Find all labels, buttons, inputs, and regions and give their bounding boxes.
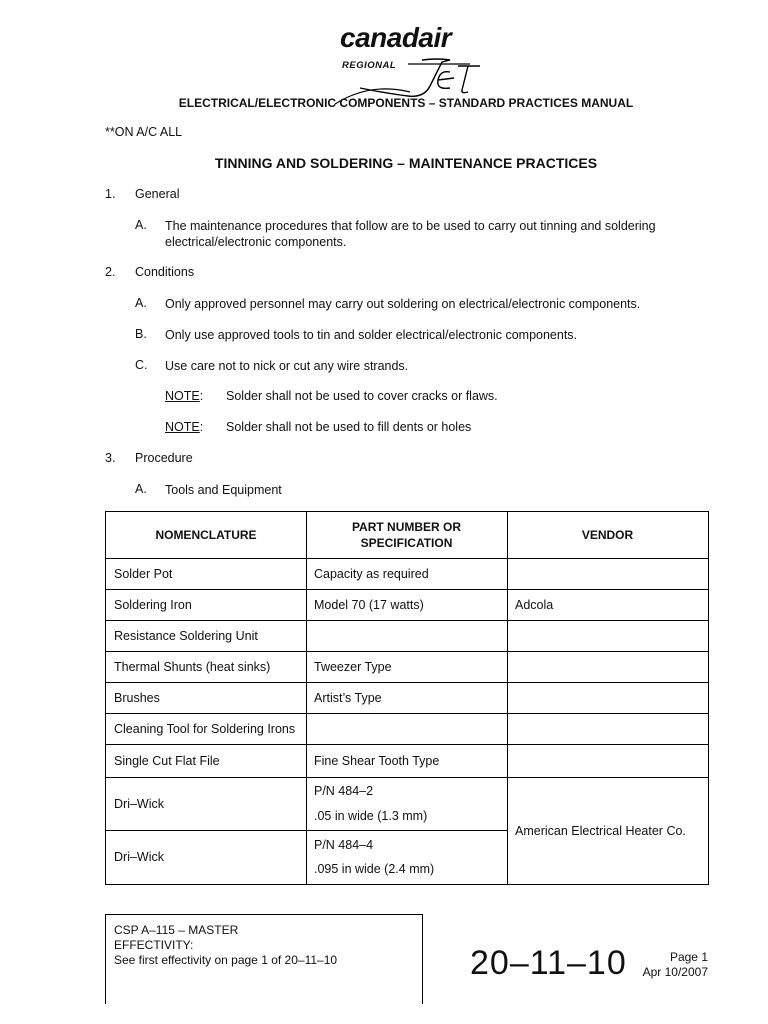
page-number: Page 1: [669, 950, 708, 964]
note-2-label: NOTE:: [165, 420, 204, 434]
manual-title: ELECTRICAL/ELECTRONIC COMPONENTS – STANDARD PRACTICES MANUAL: [178, 96, 634, 110]
table-cell-part-number: P/N 484–2: [314, 784, 374, 798]
section-2c-text: Use care not to nick or cut any wire strands.: [165, 359, 409, 373]
logo-regional-text: REGIONAL: [342, 60, 397, 71]
table-cell-vendor: [507, 682, 708, 713]
table-cell-vendor-merged: American Electrical Heater Co.: [515, 823, 686, 838]
table-cell-vendor: Adcola: [515, 597, 554, 612]
section-2a-text: Only approved personnel may carry out soldering on electrical/electronic components.: [165, 297, 641, 311]
canadair-regional-jet-logo: [330, 20, 480, 86]
section-3-number: 3.: [105, 451, 116, 465]
table-cell-part: Tweezer Type: [314, 659, 392, 674]
logo-brand-text: canadair: [340, 22, 452, 53]
table-cell-nomenclature: Single Cut Flat File: [114, 753, 220, 768]
table-cell-nomenclature: Soldering Iron: [114, 597, 192, 612]
chapter-section-code: 20–11–10: [470, 944, 627, 982]
footer-effectivity-text: See first effectivity on page 1 of 20–11–10: [114, 953, 338, 967]
table-cell-part: Fine Shear Tooth Type: [314, 753, 440, 768]
section-2a-letter: A.: [135, 296, 147, 310]
aircraft-effectivity: **ON A/C ALL: [105, 125, 183, 139]
section-2c-letter: C.: [135, 358, 148, 372]
table-cell-part-number: P/N 484–4: [314, 838, 374, 852]
table-cell-nomenclature: Brushes: [114, 690, 160, 705]
section-3a-letter: A.: [135, 482, 147, 496]
table-cell-part: Artist’s Type: [314, 690, 382, 705]
section-title: TINNING AND SOLDERING – MAINTENANCE PRACTICES: [214, 155, 598, 171]
section-1a-letter: A.: [135, 218, 147, 232]
header-nomenclature: NOMENCLATURE: [155, 528, 257, 542]
footer-csp-line: CSP A–115 – MASTER: [114, 923, 239, 937]
table-cell-part: [306, 713, 507, 744]
header-part-number: PART NUMBER OR SPECIFICATION: [351, 520, 462, 550]
table-cell-nomenclature: Cleaning Tool for Soldering Irons: [114, 721, 296, 736]
table-cell-part-size: .05 in wide (1.3 mm): [314, 809, 428, 823]
table-cell-part-size: .095 in wide (2.4 mm): [314, 862, 435, 876]
table-cell-part: Capacity as required: [314, 566, 429, 581]
table-cell-vendor: [507, 620, 708, 651]
table-cell-vendor: [507, 651, 708, 682]
section-2b-letter: B.: [135, 327, 147, 341]
section-2-title: Conditions: [135, 265, 195, 279]
section-1-title: General: [135, 187, 180, 201]
note-2-text: Solder shall not be used to fill dents or holes: [226, 420, 472, 434]
tools-equipment-table: [105, 511, 709, 885]
effectivity-box: [105, 914, 423, 1004]
table-cell-nomenclature: Thermal Shunts (heat sinks): [114, 659, 271, 674]
table-cell-nomenclature: Dri–Wick: [114, 796, 164, 811]
table-cell-nomenclature: Resistance Soldering Unit: [114, 628, 258, 643]
footer-effectivity-label: EFFECTIVITY:: [114, 938, 194, 952]
section-1-number: 1.: [105, 187, 116, 201]
revision-date: Apr 10/2007: [642, 965, 708, 979]
section-2-number: 2.: [105, 265, 116, 279]
section-2b-text: Only use approved tools to tin and solder electrical/electronic components.: [165, 328, 578, 342]
table-cell-part: [306, 620, 507, 651]
table-cell-vendor: [507, 558, 708, 589]
section-3-title: Procedure: [135, 451, 193, 465]
section-1a-text: The maintenance procedures that follow are to be used to carry out tinning and soldering electrical/electronic components.: [165, 219, 656, 249]
section-3a-text: Tools and Equipment: [165, 483, 282, 497]
table-cell-nomenclature: Solder Pot: [114, 566, 173, 581]
table-cell-vendor: [507, 713, 708, 744]
header-vendor: VENDOR: [581, 528, 634, 542]
table-cell-vendor: [507, 744, 708, 777]
table-cell-nomenclature: Dri–Wick: [114, 850, 164, 864]
table-cell-part: Model 70 (17 watts): [314, 597, 424, 612]
note-1-label: NOTE:: [165, 389, 204, 403]
note-1-text: Solder shall not be used to cover cracks or flaws.: [226, 389, 498, 403]
